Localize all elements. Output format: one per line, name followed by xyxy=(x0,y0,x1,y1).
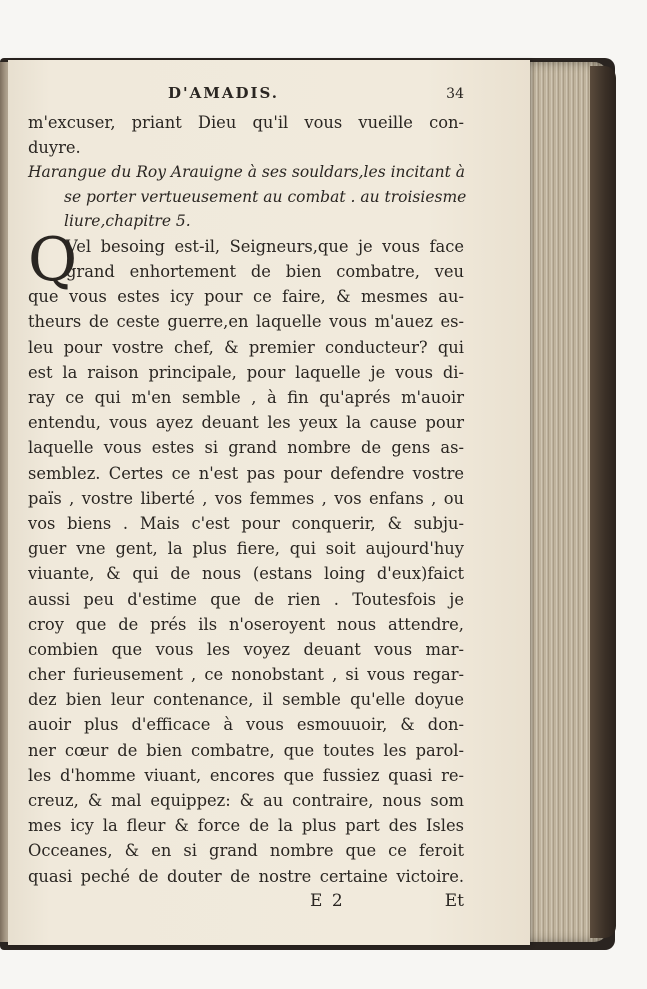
catchword: Et xyxy=(444,890,464,911)
text-line: duyre. xyxy=(28,138,81,158)
text-line: laquelle vous estes si grand nombre de gens as- xyxy=(28,438,464,458)
text-line: Vel besoing est-il, Seigneurs,que je vous face xyxy=(66,236,464,256)
text-line: entendu, vous ayez deuant les yeux la cause pour xyxy=(28,413,464,433)
heading-line: Harangue du Roy Arauigne à ses souldars,les incitant à xyxy=(28,163,465,182)
text-line: païs , vostre liberté , vos femmes , vos enfans , ou xyxy=(28,488,464,508)
text-line: Occeanes, & en si grand nombre que ce feroit xyxy=(28,841,464,861)
text-line: semblez. Certes ce n'est pas pour defendre vostre xyxy=(28,463,464,483)
text-line: les d'homme viuant, encores que fussiez quasi re- xyxy=(28,765,464,785)
text-line: ray ce qui m'en semble , à fin qu'aprés m'auoir xyxy=(28,388,464,407)
text-line: viuante, & qui de nous (estans loing d'eux)faict xyxy=(28,564,464,584)
text-line: que vous estes icy pour ce faire, & mesmes au- xyxy=(28,287,464,307)
book-page xyxy=(8,60,530,945)
text-line: cher furieusement , ce nonobstant , si vous regar- xyxy=(28,665,464,685)
text-line: quasi peché de douter de nostre certaine victoire. xyxy=(28,866,464,886)
text-line: auoir plus d'efficace à vous esmouuoir, & don- xyxy=(28,715,464,735)
text-line: combien que vous les voyez deuant vous mar- xyxy=(28,639,464,659)
text-line: m'excuser, priant Dieu qu'il vous vueille con- xyxy=(28,113,464,132)
page-footer xyxy=(28,891,464,919)
text-line: guer vne gent, la plus fiere, qui soit aujourd'huy xyxy=(28,539,464,559)
page-header xyxy=(28,84,464,110)
text-line: vos biens . Mais c'est pour conquerir, & subju- xyxy=(28,513,464,533)
text-line: creuz, & mal equippez: & au contraire, nous som xyxy=(28,791,464,810)
text-line: grand enhortement de bien combatre, veu xyxy=(66,262,464,282)
text-block xyxy=(28,84,467,919)
text-line: theurs de ceste guerre,en laquelle vous m'auez es- xyxy=(28,312,464,332)
drop-cap: Q xyxy=(28,224,78,295)
text-line: est la raison principale, pour laquelle je vous di- xyxy=(28,362,464,382)
heading-line: se porter vertueusement au combat . au troisiesme xyxy=(64,187,467,206)
signature-mark: E 2 xyxy=(310,890,345,911)
text-line: croy que de prés ils n'oseroyent nous attendre, xyxy=(28,614,464,634)
text-line: ner cœur de bien combatre, que toutes les parol- xyxy=(28,740,464,760)
text-line: mes icy la fleur & force de la plus part des Isles xyxy=(28,816,464,836)
cover-edge xyxy=(590,66,616,938)
running-head: D'AMADIS. xyxy=(168,84,280,102)
page-number: 34 xyxy=(446,86,464,102)
text-line: aussi peu d'estime que de rien . Toutesfois je xyxy=(28,589,464,609)
text-line: dez bien leur contenance, il semble qu'elle doyue xyxy=(28,690,464,710)
text-line: leu pour vostre chef, & premier conducteur? qui xyxy=(28,337,464,357)
heading-line: liure,chapitre 5. xyxy=(64,212,191,231)
opening-paragraph xyxy=(28,224,464,295)
